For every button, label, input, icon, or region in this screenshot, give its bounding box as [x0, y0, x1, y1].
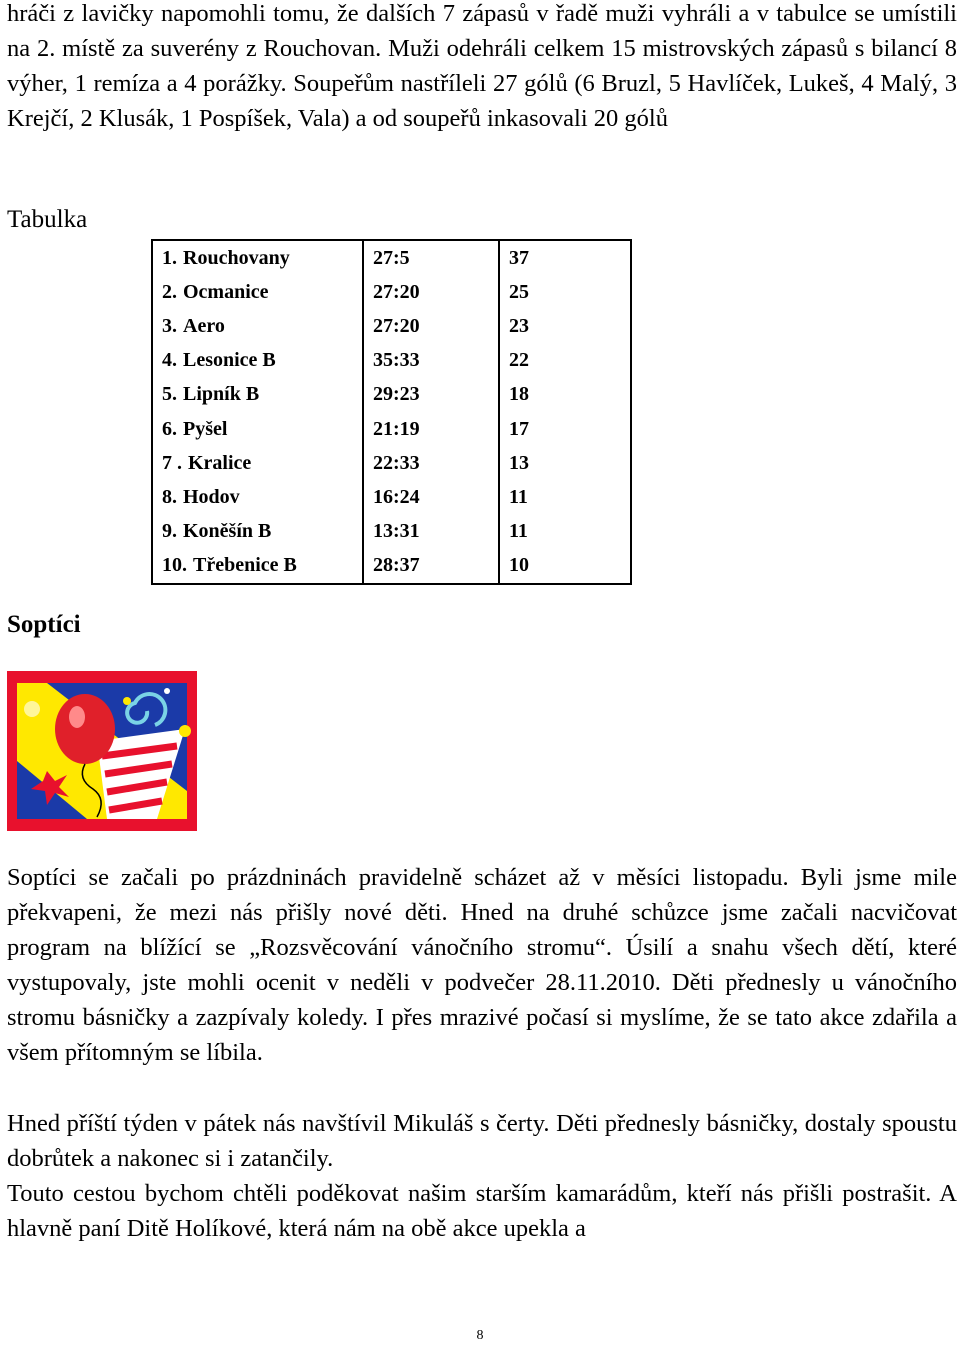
points-cell	[499, 446, 631, 480]
intro-paragraph: hráči z lavičky napomohli tomu, že dalších 7 zápasů v řadě muži vyhráli a v tabulce se umístili na 2. místě za suverény z Rouchovan. Muži odehráli celkem 15 mistrovských zápasů s bilancí 8 výher, 1 remíza a 4 porážky. Soupeřům nastříleli 27 gólů (6 Bruzl, 5 Havlíček, Lukeš, 4 Malý, 3 Krejčí, 2 Klusák, 1 Pospíšek, Vala) a od soupeřů inkasovali 20 gólů	[7, 0, 957, 132]
standings-table	[151, 239, 632, 585]
score-value: 22:33	[373, 451, 420, 474]
rank-label: 9.	[162, 520, 177, 543]
team-name: Kralice	[188, 451, 252, 474]
team-name: Třebenice B	[193, 554, 297, 577]
team-cell	[152, 549, 363, 584]
score-value: 21:19	[373, 417, 420, 440]
score-cell	[363, 344, 499, 378]
team-name: Pyšel	[183, 417, 228, 440]
score-value: 28:37	[373, 554, 420, 577]
party-balloon-illustration	[7, 671, 197, 831]
team-cell	[152, 378, 363, 412]
score-value: 29:23	[373, 383, 420, 406]
table-heading: Tabulka	[7, 206, 88, 233]
points-cell	[499, 549, 631, 584]
score-value: 27:20	[373, 314, 420, 337]
score-cell	[363, 378, 499, 412]
team-name: Rouchovany	[183, 246, 290, 269]
points-value: 22	[509, 349, 529, 372]
team-name: Aero	[183, 314, 225, 337]
soptici-paragraph-1: Soptíci se začali po prázdninách pravidelně scházet až v měsíci listopadu. Byli jsme mile překvapeni, že mezi nás přišly nové děti. Hned na druhé schůzce jsme začali nacvičovat program na blížící se „Rozsvěcování vánočního stromu“. Úsilí a snahu všech dětí, které vystupovaly, jste mohli ocenit v neděli v podvečer 28.11.2010. Děti přednesly u vánočního stromu básničky a zazpívaly koledy. I přes mrazivé počasí si myslíme, že se tato akce zdařila a všem přítomným se líbila.	[7, 864, 957, 1066]
team-cell	[152, 309, 363, 343]
score-cell	[363, 549, 499, 584]
table-row	[152, 412, 631, 446]
points-cell	[499, 378, 631, 412]
soptici-heading: Soptíci	[7, 611, 81, 638]
score-value: 35:33	[373, 349, 420, 372]
points-cell	[499, 412, 631, 446]
team-name: Ocmanice	[183, 280, 269, 303]
points-value: 18	[509, 383, 529, 406]
points-value: 11	[509, 485, 528, 508]
team-cell	[152, 344, 363, 378]
rank-label: 2.	[162, 280, 177, 303]
rank-label: 10.	[162, 554, 187, 577]
score-value: 16:24	[373, 485, 420, 508]
rank-label: 1.	[162, 246, 177, 269]
points-cell	[499, 515, 631, 549]
table-row	[152, 480, 631, 514]
score-cell	[363, 309, 499, 343]
points-cell	[499, 240, 631, 275]
team-name: Lipník B	[183, 383, 260, 406]
table-row	[152, 446, 631, 480]
table-row	[152, 549, 631, 584]
score-cell	[363, 240, 499, 275]
table-row	[152, 378, 631, 412]
points-value: 10	[509, 554, 529, 577]
score-cell	[363, 275, 499, 309]
points-value: 17	[509, 417, 529, 440]
team-name: Lesonice B	[183, 349, 276, 372]
rank-label: 5.	[162, 383, 177, 406]
score-value: 27:20	[373, 280, 420, 303]
team-name: Koněšín B	[183, 520, 272, 543]
rank-label: 3.	[162, 314, 177, 337]
table-row	[152, 515, 631, 549]
table-row	[152, 309, 631, 343]
team-cell	[152, 446, 363, 480]
points-cell	[499, 309, 631, 343]
team-cell	[152, 240, 363, 275]
score-cell	[363, 446, 499, 480]
score-value: 27:5	[373, 246, 410, 269]
table-row	[152, 275, 631, 309]
team-name: Hodov	[183, 485, 240, 508]
score-cell	[363, 515, 499, 549]
team-cell	[152, 275, 363, 309]
rank-label: 8.	[162, 485, 177, 508]
points-cell	[499, 275, 631, 309]
table-row	[152, 344, 631, 378]
score-cell	[363, 412, 499, 446]
rank-label: 6.	[162, 417, 177, 440]
soptici-paragraph-2: Hned příští týden v pátek nás navštívil Mikuláš s čerty. Děti přednesly básničky, dostaly spoustu dobrůtek a nakonec si i zatančily.	[7, 1110, 957, 1172]
points-value: 25	[509, 280, 529, 303]
rank-label: 7 .	[162, 451, 182, 474]
table-row	[152, 240, 631, 275]
points-value: 37	[509, 246, 529, 269]
score-cell	[363, 480, 499, 514]
rank-label: 4.	[162, 349, 177, 372]
team-cell	[152, 515, 363, 549]
team-cell	[152, 412, 363, 446]
points-cell	[499, 344, 631, 378]
team-cell	[152, 480, 363, 514]
points-value: 23	[509, 314, 529, 337]
points-cell	[499, 480, 631, 514]
soptici-paragraph-3: Touto cestou bychom chtěli poděkovat našim starším kamarádům, kteří nás přišli postrašit. A hlavně paní Ditě Holíkové, která nám na obě akce upekla a	[7, 1180, 957, 1242]
points-value: 11	[509, 520, 528, 543]
score-value: 13:31	[373, 520, 420, 543]
page-number: 8	[476, 1328, 484, 1343]
points-value: 13	[509, 451, 529, 474]
